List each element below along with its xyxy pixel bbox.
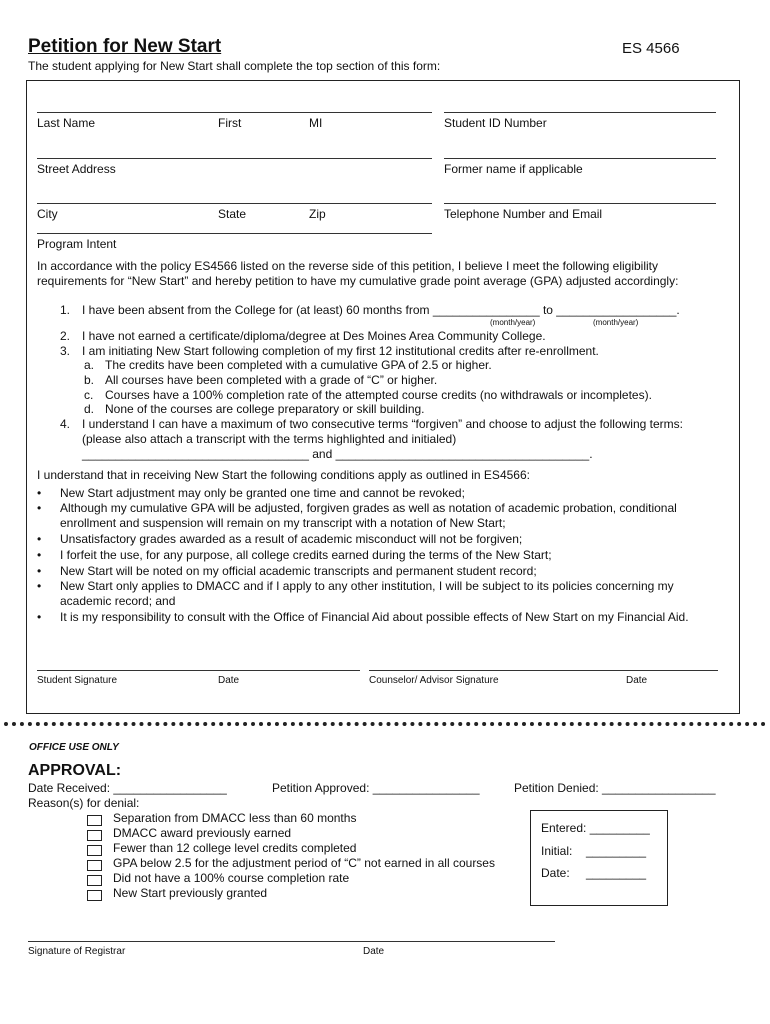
condition-item: It is my responsibility to consult with the Office of Financial Aid about possible effects of New Start on my Financial Aid. bbox=[60, 610, 689, 624]
student-date-label: Date bbox=[218, 675, 240, 686]
month-year-hint-2: (month/year) bbox=[593, 318, 639, 327]
item-2-text: I have not earned a certificate/diploma/degree at Des Moines Area Community College. bbox=[82, 329, 546, 343]
condition-item: New Start adjustment may only be granted one time and cannot be revoked; bbox=[60, 486, 465, 500]
accordance-paragraph: In accordance with the policy ES4566 listed on the reverse side of this petition, I believe I meet the following eligibility requirements for “New Start” and hereby petition to have my cumulative grade point average (GPA) adjusted accordingly: bbox=[37, 259, 679, 288]
program-intent-label: Program Intent bbox=[37, 237, 117, 251]
last-name-label: Last Name bbox=[37, 116, 96, 130]
reason-checkbox[interactable] bbox=[87, 830, 102, 841]
student-id-label: Student ID Number bbox=[444, 116, 547, 130]
bullet: • bbox=[37, 548, 42, 562]
zip-label: Zip bbox=[309, 207, 326, 221]
counselor-signature-label: Counselor/ Advisor Signature bbox=[369, 675, 499, 686]
reason-checkbox[interactable] bbox=[87, 815, 102, 826]
telephone-email-label: Telephone Number and Email bbox=[444, 207, 603, 221]
cut-line-divider bbox=[4, 722, 766, 726]
city-label: City bbox=[37, 207, 58, 221]
petition-denied-field[interactable]: Petition Denied: _________________ bbox=[514, 781, 716, 795]
reason-label: New Start previously granted bbox=[113, 886, 268, 900]
item-4-note: (please also attach a transcript with the terms highlighted and initialed) bbox=[82, 432, 457, 446]
reason-label: Did not have a 100% course completion rate bbox=[113, 871, 350, 885]
bullet: • bbox=[37, 579, 42, 593]
first-name-label: First bbox=[218, 116, 242, 130]
item-1-number: 1. bbox=[60, 303, 71, 317]
telephone-email-line[interactable] bbox=[444, 203, 716, 204]
item-3a-letter: a. bbox=[84, 358, 95, 372]
item-2-number: 2. bbox=[60, 329, 71, 343]
form-code: ES 4566 bbox=[622, 40, 680, 57]
condition-item: New Start will be noted on my official academic transcripts and permanent student record; bbox=[60, 564, 537, 578]
reason-checkbox[interactable] bbox=[87, 890, 102, 901]
registrar-signature-label: Signature of Registrar bbox=[28, 946, 126, 957]
student-id-line[interactable] bbox=[444, 112, 716, 113]
month-year-hint-1: (month/year) bbox=[490, 318, 536, 327]
condition-item-cont: enrollment and suspension will remain on my transcript with a notation of New Start; bbox=[60, 516, 506, 530]
item-4-text: I understand I can have a maximum of two consecutive terms “forgiven” and choose to adjust the following terms: bbox=[82, 417, 683, 431]
street-address-line[interactable] bbox=[37, 158, 432, 159]
registrar-date-label: Date bbox=[363, 946, 385, 957]
conditions-intro: I understand that in receiving New Start the following conditions apply as outlined in ES4566: bbox=[37, 468, 530, 482]
reason-label: Separation from DMACC less than 60 months bbox=[113, 811, 357, 825]
reason-checkbox[interactable] bbox=[87, 875, 102, 886]
counselor-signature-line[interactable] bbox=[369, 670, 718, 671]
item-3c-text: Courses have a 100% completion rate of the attempted course credits (no withdrawals or incompletes). bbox=[105, 388, 652, 402]
condition-item: Unsatisfactory grades awarded as a result of academic misconduct will not be forgiven; bbox=[60, 532, 523, 546]
student-signature-label: Student Signature bbox=[37, 675, 118, 686]
petition-approved-field[interactable]: Petition Approved: ________________ bbox=[272, 781, 480, 795]
bullet: • bbox=[37, 610, 42, 624]
item-4-number: 4. bbox=[60, 417, 71, 431]
form-title: Petition for New Start bbox=[28, 36, 222, 57]
registrar-signature-line[interactable] bbox=[28, 941, 555, 942]
condition-item: Although my cumulative GPA will be adjusted, forgiven grades as well as notation of academic probation, conditional bbox=[60, 501, 677, 515]
former-name-line[interactable] bbox=[444, 158, 716, 159]
item-3b-letter: b. bbox=[84, 373, 95, 387]
date-received-field[interactable]: Date Received: _________________ bbox=[28, 781, 227, 795]
item-3-number: 3. bbox=[60, 344, 71, 358]
reason-label: DMACC award previously earned bbox=[113, 826, 292, 840]
condition-item: New Start only applies to DMACC and if I apply to any other institution, I will be subject to its policies concerning my bbox=[60, 579, 674, 593]
bullet: • bbox=[37, 564, 42, 578]
item-1-text: I have been absent from the College for (at least) 60 months from ________________ to __________________. bbox=[82, 303, 680, 317]
bullet: • bbox=[37, 501, 42, 515]
item-3a-text: The credits have been completed with a cumulative GPA of 2.5 or higher. bbox=[105, 358, 492, 372]
mi-label: MI bbox=[309, 116, 323, 130]
reason-label: GPA below 2.5 for the adjustment period of “C” not earned in all courses bbox=[113, 856, 495, 870]
entry-date-field[interactable]: _________ bbox=[586, 866, 647, 880]
item-3d-letter: d. bbox=[84, 402, 95, 416]
condition-item-cont: academic record; and bbox=[60, 594, 176, 608]
condition-item: I forfeit the use, for any purpose, all college credits earned during the terms of the New Start; bbox=[60, 548, 552, 562]
entered-field[interactable]: Entered: _________ bbox=[541, 821, 650, 835]
bullet: • bbox=[37, 532, 42, 546]
item-3d-text: None of the courses are college preparatory or skill building. bbox=[105, 402, 425, 416]
counselor-date-label: Date bbox=[626, 675, 648, 686]
item-3b-text: All courses have been completed with a grade of “C” or higher. bbox=[105, 373, 438, 387]
form-intro: The student applying for New Start shall complete the top section of this form: bbox=[28, 59, 441, 73]
program-intent-line[interactable] bbox=[37, 233, 432, 234]
entry-date-label: Date: bbox=[541, 866, 570, 880]
reason-label: Fewer than 12 college level credits completed bbox=[113, 841, 357, 855]
former-name-label: Former name if applicable bbox=[444, 162, 583, 176]
reason-checkbox[interactable] bbox=[87, 860, 102, 871]
reason-checkbox[interactable] bbox=[87, 845, 102, 856]
state-label: State bbox=[218, 207, 247, 221]
approval-heading: APPROVAL: bbox=[28, 762, 122, 779]
city-state-zip-line[interactable] bbox=[37, 203, 432, 204]
name-line[interactable] bbox=[37, 112, 432, 113]
initial-field[interactable]: _________ bbox=[586, 844, 647, 858]
item-3-text: I am initiating New Start following completion of my first 12 institutional credits after re-enrollment. bbox=[82, 344, 599, 358]
street-address-label: Street Address bbox=[37, 162, 116, 176]
student-signature-line[interactable] bbox=[37, 670, 360, 671]
office-use-heading: OFFICE USE ONLY bbox=[29, 742, 119, 753]
item-4-terms-blanks[interactable]: __________________________________ and ______________________________________. bbox=[82, 447, 593, 461]
item-3c-letter: c. bbox=[84, 388, 94, 402]
bullet: • bbox=[37, 486, 42, 500]
initial-label: Initial: bbox=[541, 844, 573, 858]
reasons-label: Reason(s) for denial: bbox=[28, 796, 140, 810]
